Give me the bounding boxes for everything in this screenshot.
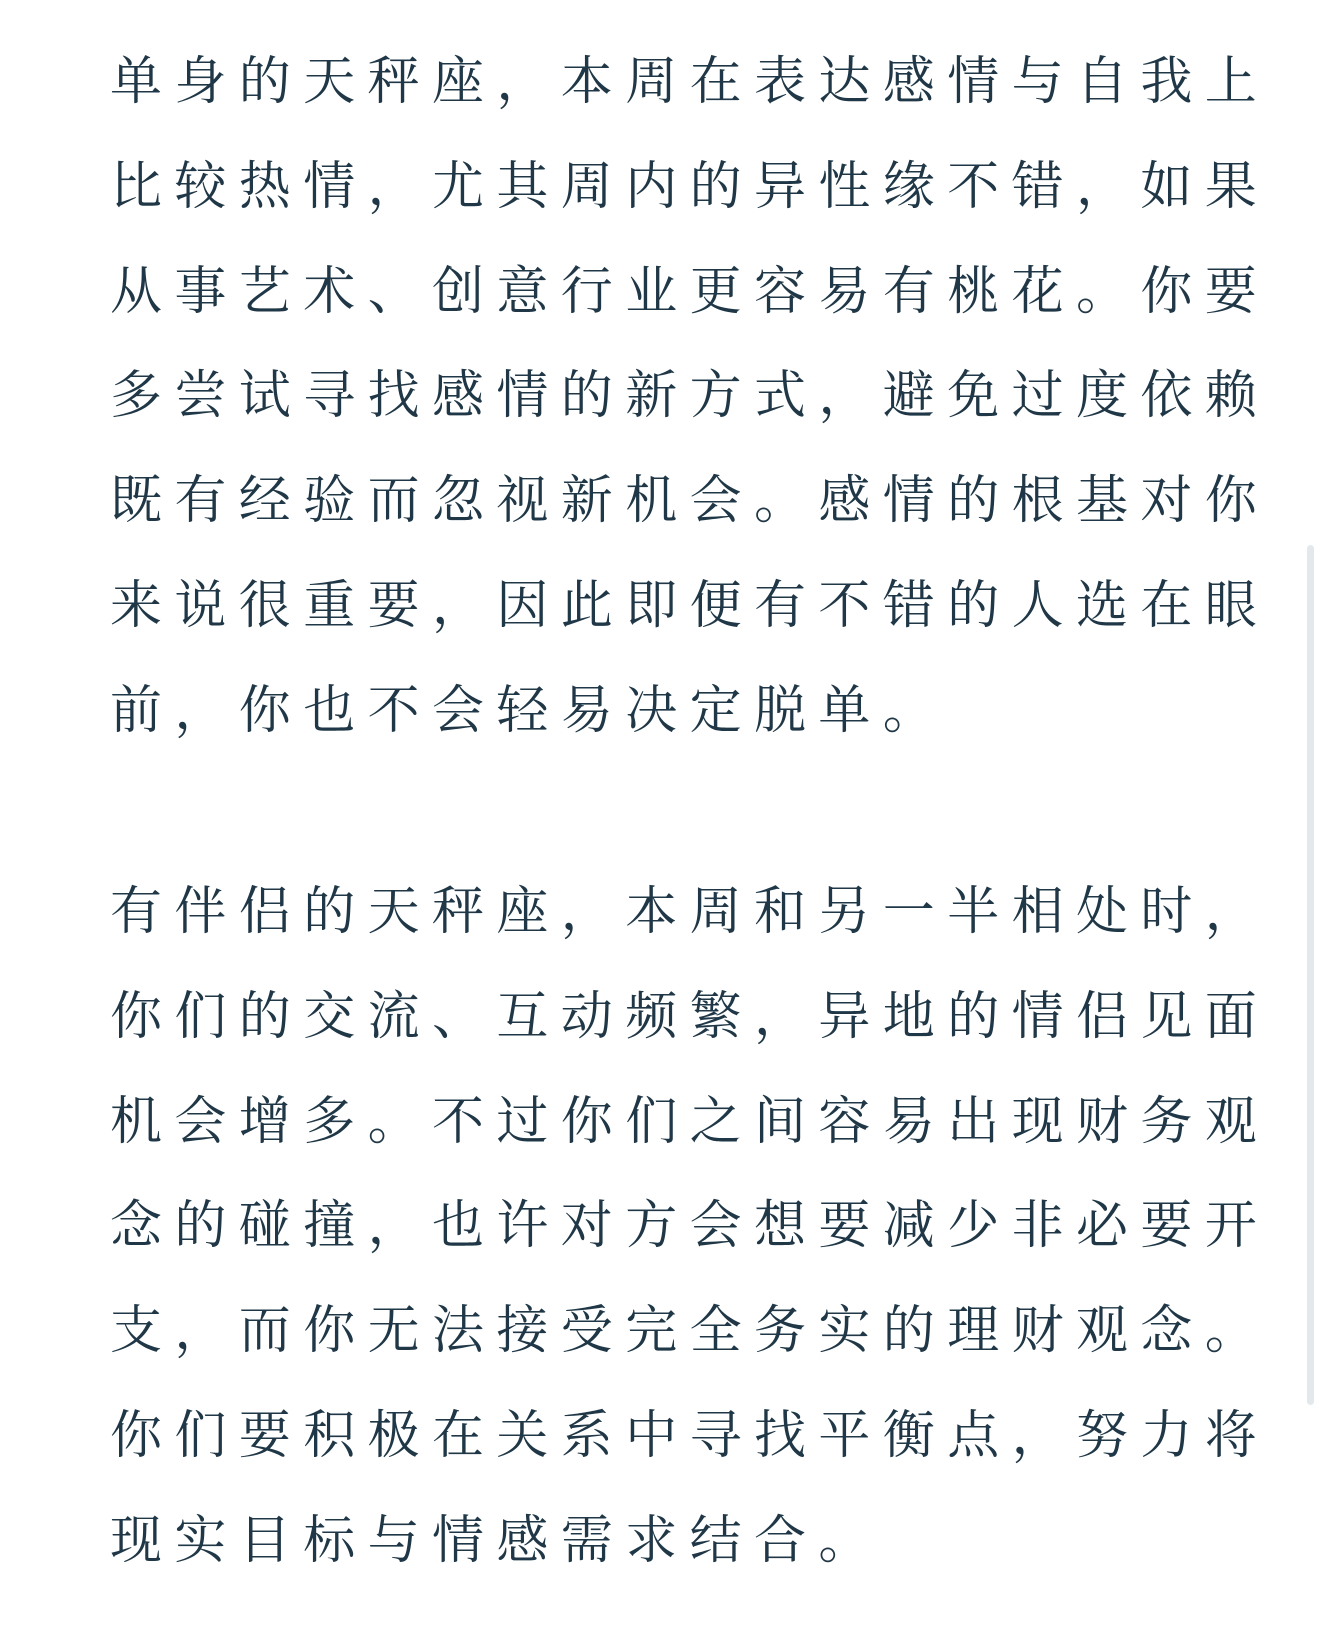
paragraph-line: 多尝试寻找感情的新方式，避免过度依赖	[110, 366, 1270, 427]
paragraph-single	[110, 30, 1270, 764]
paragraph-line: 有伴侣的天秤座，本周和另一半相处时，	[110, 882, 1270, 942]
paragraph-line: 支，而你无法接受完全务实的理财观念。	[110, 1301, 1270, 1362]
paragraph-couple	[110, 860, 1270, 1594]
paragraph-line: 念的碰撞，也许对方会想要减少非必要开	[110, 1196, 1270, 1257]
paragraph-line: 现实目标与情感需求结合。	[110, 1510, 883, 1571]
paragraph-line: 前，你也不会轻易决定脱单。	[110, 680, 948, 741]
paragraph-line: 来说很重要，因此即便有不错的人选在眼	[110, 575, 1270, 636]
paragraph-line: 既有经验而忽视新机会。感情的根基对你	[110, 471, 1270, 532]
paragraph-line: 比较热情，尤其周内的异性缘不错，如果	[110, 156, 1270, 217]
paragraph-line: 从事艺术、创意行业更容易有桃花。你要	[110, 261, 1270, 322]
scrollbar[interactable]	[1307, 545, 1314, 1405]
paragraph-line: 你们要积极在关系中寻找平衡点，努力将	[110, 1405, 1270, 1466]
paragraph-line: 你们的交流、互动频繁，异地的情侣见面	[110, 986, 1270, 1047]
paragraph-line: 单身的天秤座，本周在表达感情与自我上	[110, 52, 1270, 112]
paragraph-line: 机会增多。不过你们之间容易出现财务观	[110, 1091, 1270, 1152]
